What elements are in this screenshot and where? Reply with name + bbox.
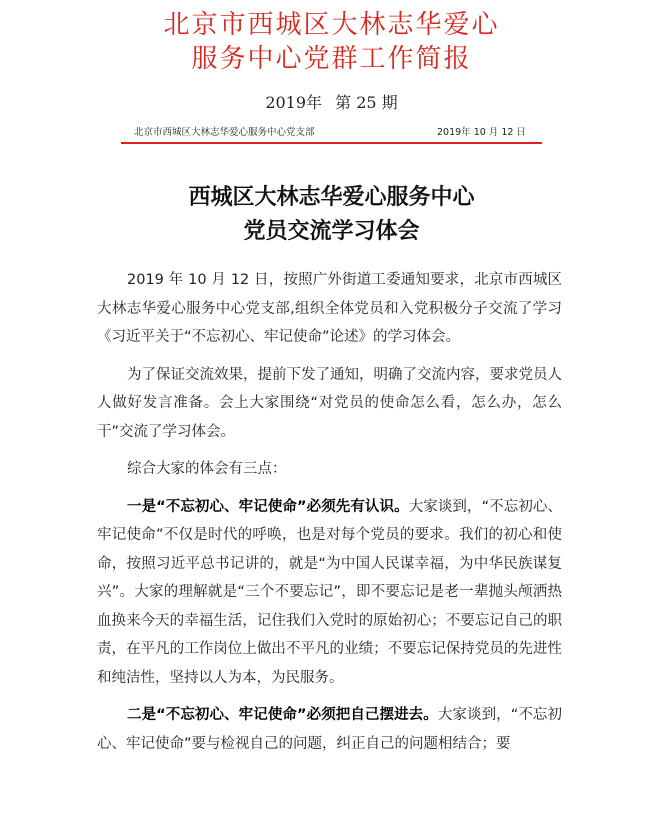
- article-title-line1: 西城区大林志华爱心服务中心: [188, 185, 475, 210]
- issuing-org: 北京市西城区大林志华爱心服务中心党支部: [134, 127, 315, 138]
- issue-no: 第 25 期: [335, 93, 398, 112]
- bulletin-title-line2: 服务中心党群工作简报: [191, 44, 472, 74]
- point-2-text: 大家谈到，“不忘初心、牢记使命”要与检视自己的问题，纠正自己的问题相结合；要: [97, 707, 563, 752]
- point-1-text: 大家谈到，“不忘初心、牢记使命”不仅是时代的呼唤，也是对每个党员的要求。我们的初心和使命，按照习近平总书记讲的，就是“为中国人民谋幸福，为中华民族谋复兴”。大家的理解就是“三个不要忘记”，即不要忘记是老一辈抛头颅洒热血换来今天的幸福生活，记住我们入党时的原始初心；不要忘记自己的职责，在平凡的工作岗位上做出不平凡的业绩；不要忘记保持党员的先进性和纯洁性，坚持以人为本，为民服务。: [97, 498, 563, 686]
- paragraph-4: [97, 493, 562, 693]
- issue-date: 2019年 10 月 12 日: [437, 127, 526, 138]
- paragraph-5: [97, 701, 562, 758]
- issue-year: 2019年: [265, 93, 323, 112]
- article-body: [97, 266, 562, 767]
- paragraph-1: 2019 年 10 月 12 日，按照广外街道工委通知要求，北京市西城区大林志华爱心服务中心党支部,组织全体党员和入党积极分子交流了学习《习近平关于“不忘初心、牢记使命”论述》的学习体会。: [97, 272, 562, 345]
- point-2-heading: 二是“不忘初心、牢记使命”必须把自己摆进去。: [127, 707, 438, 723]
- paragraph-3: 综合大家的体会有三点：: [127, 461, 287, 477]
- bulletin-title-line1: 北京市西城区大林志华爱心: [163, 10, 500, 40]
- paragraph-2: 为了保证交流效果，提前下发了通知，明确了交流内容，要求党员人人做好发言准备。会上大家围绕“对党员的使命怎么看，怎么办，怎么干”交流了学习体会。: [97, 366, 562, 440]
- article-title-line2: 党员交流学习体会: [243, 219, 420, 244]
- point-1-heading: 一是“不忘初心、牢记使命”必须先有认识。: [127, 498, 409, 515]
- header-divider: [121, 142, 542, 144]
- issue-number: [0, 90, 663, 113]
